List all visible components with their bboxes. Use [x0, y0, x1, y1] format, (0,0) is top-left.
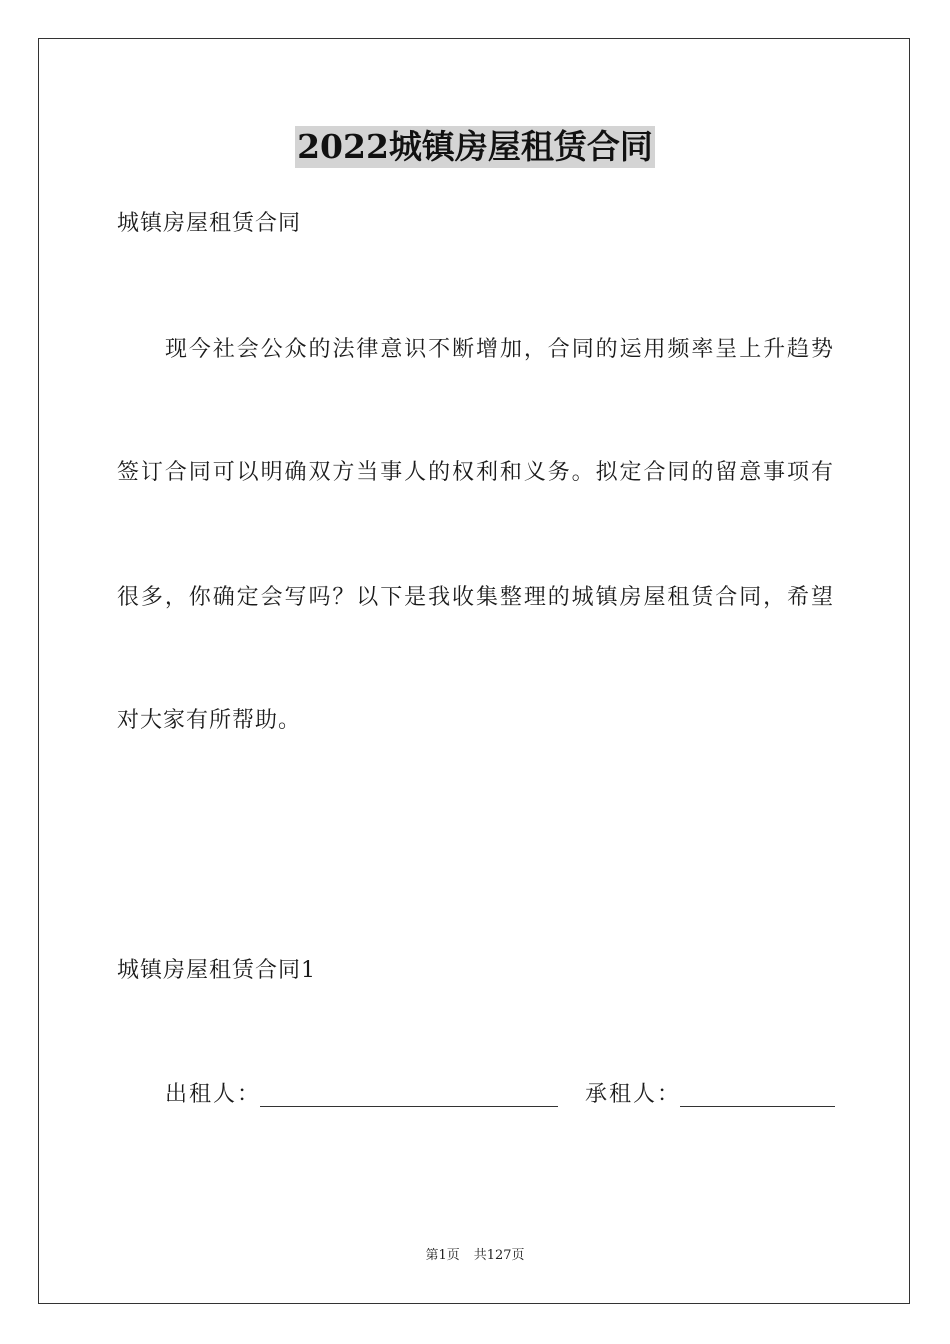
- lessee-label: 承租人：: [585, 1082, 682, 1107]
- lessor-signature-line[interactable]: [260, 1106, 558, 1107]
- section-heading: 城镇房屋租赁合同1: [117, 958, 316, 983]
- lessee-signature-line[interactable]: [680, 1106, 835, 1107]
- intro-line-1: 现今社会公众的法律意识不断增加，合同的运用频率呈上升趋势: [165, 337, 833, 362]
- page-number-total: 共127页: [473, 1248, 525, 1263]
- signature-row: [165, 1080, 835, 1110]
- document-subtitle: 城镇房屋租赁合同: [117, 211, 302, 236]
- title-container: [0, 126, 950, 168]
- lessor-label: 出租人：: [165, 1082, 262, 1107]
- document-title: 2022城镇房屋租赁合同: [297, 127, 653, 166]
- page-footer: [0, 1246, 950, 1266]
- intro-line-3: 很多，你确定会写吗？以下是我收集整理的城镇房屋租赁合同，希望: [117, 585, 833, 610]
- page-number-current: 第1页: [425, 1248, 460, 1263]
- intro-line-4: 对大家有所帮助。: [117, 708, 302, 733]
- intro-line-2: 签订合同可以明确双方当事人的权利和义务。拟定合同的留意事项有: [117, 460, 833, 485]
